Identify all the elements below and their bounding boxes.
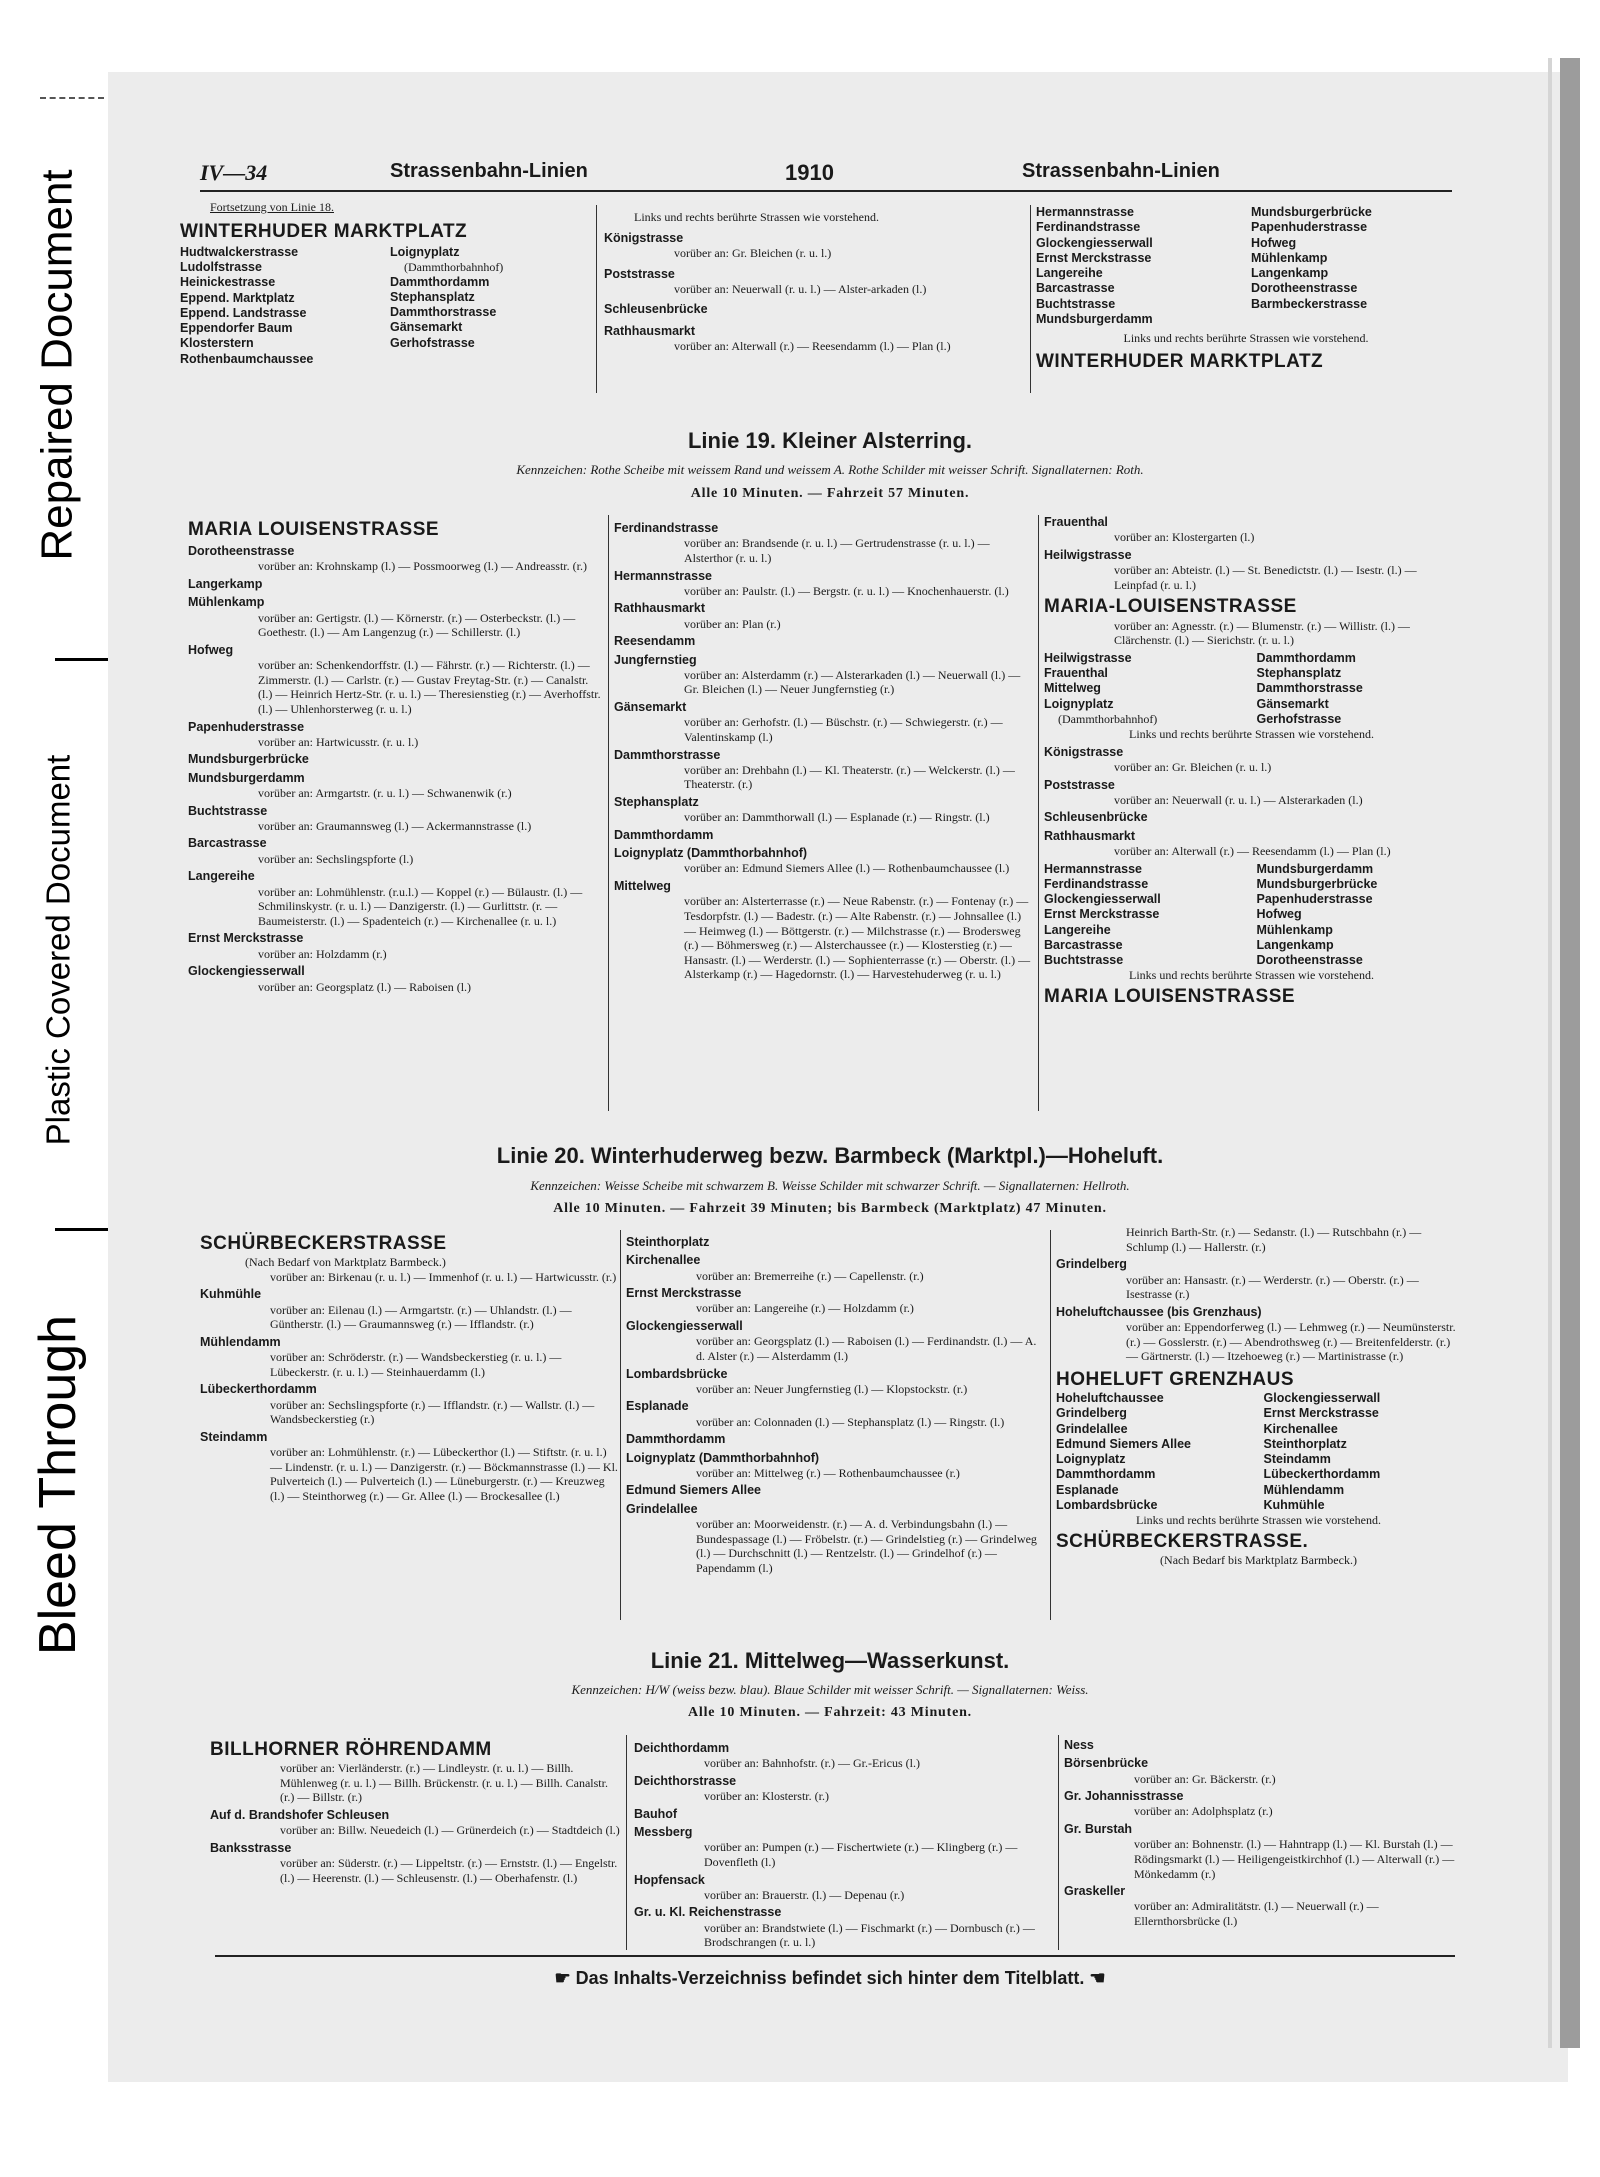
- label-plastic-covered-document: Plastic Covered Document: [39, 754, 77, 1146]
- line-21-kennzeichen: Kennzeichen: H/W (weiss bezw. blau). Blaue Schilder mit weisser Schrift. — Signallaternen: Weiss.: [571, 1682, 1089, 1697]
- stop-name: Esplanade: [626, 1399, 689, 1414]
- passing-streets: vorüber an: Gr. Bleichen (r. u. l.): [674, 245, 832, 260]
- column-rule: [1058, 1735, 1059, 1950]
- stop-name: Auf d. Brandshofer Schleusen: [210, 1808, 390, 1823]
- column-rule: [626, 1735, 627, 1950]
- line-20-col-2: [626, 1232, 1046, 1575]
- stop-name: Ferdinandstrasse: [1044, 876, 1149, 891]
- stop-list: [188, 544, 603, 994]
- stop-name: Glockengiesserwall: [1044, 892, 1161, 907]
- passing-streets: vorüber an: Lohmühlenstr. (r.) — Lübeckerthor (l.) — Stiftstr. (r. u. l.) — Lindenstr. (r. u. l.) — Danzigerstr. (r.) — Böckmannstrasse (l.) — Kl. Pulverteich (l.) — Pulverteich (l.) — Lüneburgerstr. (r.) — Kreuzweg (l.) — Steinthorweg (r.) — Gr. Allee (l.) — Brockesallee (l.): [270, 1445, 618, 1504]
- page-header: [200, 160, 1460, 194]
- stop-name: Gr. Johannisstrasse: [1064, 1789, 1184, 1804]
- stop-name: Poststrasse: [1044, 777, 1115, 792]
- passing-streets: vorüber an: Adolphsplatz (r.): [1134, 1804, 1273, 1819]
- line-21-col-2: [634, 1738, 1054, 1950]
- stop-name: Loignyplatz (Dammthorbahnhof): [626, 1450, 820, 1465]
- stop-name: Loignyplatz: [1044, 696, 1114, 711]
- passing-streets: vorüber an: Bohnenstr. (l.) — Hahntrapp (l.) — Kl. Burstah (l.) — Rödingsmarkt (l.) — Heiligengeistkirchhof (l.) — Alterwall (r.) — Mönkedamm (r.): [1134, 1837, 1455, 1881]
- stop-name: Ernst Merckstrasse: [1263, 1406, 1379, 1421]
- stop-name: Kirchenallee: [626, 1253, 701, 1268]
- stop-name: Gänsemarkt: [1256, 696, 1329, 711]
- stop-name: Lübeckerthordamm: [1263, 1467, 1381, 1482]
- passing-streets: vorüber an: Birkenau (r. u. l.) — Immenhof (r. u. l.) — Hartwicusstr. (r.): [270, 1269, 617, 1284]
- column-rule: [608, 515, 609, 1111]
- stop-name: Mundsburgerbrücke: [1256, 876, 1378, 891]
- stop-name: Banksstrasse: [210, 1840, 292, 1855]
- header-left-title: Strassenbahn-Linien: [390, 160, 588, 182]
- passing-streets: vorüber an: Graumannsweg (l.) — Ackermannstrasse (l.): [258, 818, 532, 833]
- label-repaired-document: Repaired Document: [33, 169, 83, 561]
- passing-streets: vorüber an: Hartwicusstr. (r. u. l.): [258, 734, 419, 749]
- column-rule: [1050, 1230, 1051, 1620]
- header-rule: [200, 190, 1452, 192]
- stop-name: Grindelallee: [1056, 1421, 1128, 1436]
- stop-name: Ludolfstrasse: [180, 260, 262, 275]
- stop-name: Grindelallee: [626, 1501, 698, 1516]
- stop-name: Langereihe: [1036, 266, 1103, 280]
- stop-name: Kuhmühle: [1263, 1497, 1325, 1512]
- stop-name: Mühlendamm: [200, 1334, 281, 1349]
- passing-streets: vorüber an: Brandstwiete (l.) — Fischmarkt (r.) — Dornbusch (r.) — Brodschrangen (r. u. l.): [704, 1920, 1035, 1950]
- passing-streets: vorüber an: Neuerwall (r. u. l.) — Alster-arkaden (l.): [674, 281, 927, 296]
- stop-name: Buchtstrasse: [1036, 296, 1116, 311]
- stop-name: Mittelweg: [614, 879, 671, 893]
- stop-name: Ernst Merckstrasse: [1044, 907, 1160, 922]
- stop-name: Ferdinandstrasse: [614, 521, 719, 535]
- stop-name: Steinthorplatz: [1263, 1436, 1347, 1451]
- passing-streets: vorüber an: Gr. Bleichen (r. u. l.): [1114, 759, 1272, 774]
- stop-list: [634, 1741, 1054, 1950]
- stop-name: Hermannstrasse: [614, 568, 712, 583]
- stop-name: Heinickestrasse: [180, 275, 276, 290]
- stop-name: Edmund Siemers Allee: [626, 1483, 761, 1498]
- stop-name: Ernst Merckstrasse: [188, 931, 304, 946]
- stop: Schleusenbrücke: [604, 302, 708, 317]
- passing-streets: vorüber an: Pumpen (r.) — Fischertwiete (r.) — Klingberg (r.) — Dovenfleth (l.): [704, 1840, 1018, 1869]
- stop-list: [1257, 862, 1460, 969]
- note: Links und rechts berührte Strassen wie vorstehend.: [634, 210, 879, 224]
- stop-name: Mittelweg: [1044, 681, 1101, 696]
- stop-list: [210, 1808, 620, 1885]
- passing-streets: vorüber an: Schenkendorffstr. (l.) — Fährstr. (r.) — Richterstr. (l.) — Zimmerstr. (l.) — Carlstr. (r.) — Gustav Freytag-Str. (r.) — Canalstr. (l.) — Heinrich Hertz-Str. (r. u. l.) — Theresienstieg (r.) — Averhoffstr. (l.) — Uhlenhorsterweg (r. u. l.): [258, 658, 601, 716]
- stop-name: Heilwigstrasse: [1044, 650, 1132, 665]
- stop-name: Ness: [1064, 1738, 1094, 1752]
- stop-name: Glockengiesserwall: [1036, 235, 1153, 250]
- stop-name: Schleusenbrücke: [1044, 810, 1148, 825]
- stop-name: Langerkamp: [188, 577, 263, 592]
- stop-name: Hoheluftchaussee (bis Grenzhaus): [1056, 1304, 1262, 1319]
- stop-name: Mundsburgerdamm: [1036, 311, 1153, 326]
- footer-text: Das Inhalts-Verzeichniss befindet sich hinter dem Titelblatt.: [575, 1968, 1085, 1988]
- line-19-title: Linie 19. Kleiner Alsterring.: [687, 428, 973, 453]
- stop-heading: WINTERHUDER MARKTPLATZ: [1036, 350, 1324, 372]
- stop-name: Gerhofstrasse: [1256, 711, 1342, 726]
- passing-streets: vorüber an: Klosterstr. (r.): [704, 1789, 829, 1804]
- stop-name: Mühlenkamp: [188, 595, 265, 610]
- stop-name: Eppendorfer Baum: [180, 321, 293, 336]
- note: (Nach Bedarf von Marktplatz Barmbeck.): [245, 1255, 446, 1270]
- line-20-frequency: Alle 10 Minuten. — Fahrzeit 39 Minuten; bis Barmbeck (Marktplatz) 47 Minuten.: [553, 1201, 1107, 1216]
- passing-streets: vorüber an: Neuer Jungfernstieg (l.) — Klopstockstr. (r.): [696, 1381, 968, 1396]
- stop-name: Loignyplatz (Dammthorbahnhof): [614, 846, 808, 861]
- line-19-col-1: [188, 518, 603, 994]
- stop-name: Hofweg: [188, 642, 234, 657]
- passing-streets: vorüber an: Colonnaden (l.) — Stephansplatz (l.) — Ringstr. (l.): [696, 1414, 1005, 1429]
- stop-name: Dammthordamm: [390, 274, 490, 289]
- stop-name: Grindelberg: [1056, 1406, 1127, 1421]
- stop-name: Hofweg: [1256, 907, 1302, 922]
- line-21-col-1: [210, 1738, 620, 1885]
- stop-name: Ernst Merckstrasse: [1036, 250, 1152, 265]
- stop-name: Jungfernstieg: [614, 652, 697, 667]
- passing-streets: vorüber an: Admiralitätstr. (l.) — Neuerwall (r.) — Ellernthorsbrücke (l.): [1134, 1899, 1379, 1928]
- passing-streets: vorüber an: Gertigstr. (l.) — Körnerstr. (r.) — Osterbeckstr. (l.) — Goethestr. (l.) — Am Langenzug (r.) — Schillerstr. (l.): [258, 610, 576, 640]
- passing-streets: vorüber an: Brandsende (r. u. l.) — Gertrudenstrasse (r. u. l.) — Alsterthor (r. u. l.): [684, 536, 990, 565]
- passing-streets: vorüber an: Eilenau (l.) — Armgartstr. (r.) — Uhlandstr. (l.) — Güntherstr. (l.) — Graumannsweg (r.) — Ifflandstr. (r.): [270, 1302, 572, 1332]
- stop-list: [614, 521, 1034, 982]
- line-21-title: Linie 21. Mittelweg—Wasserkunst.: [650, 1648, 1010, 1673]
- stop-name: Gr. u. Kl. Reichenstrasse: [634, 1905, 782, 1920]
- passing-streets: vorüber an: Georgsplatz (l.) — Raboisen (l.) — Ferdinandstr. (l.) — A. d. Alster (r.) — Alsterdamm (l.): [696, 1334, 1037, 1363]
- stop-name: Kirchenallee: [1263, 1421, 1338, 1436]
- passing-streets: vorüber an: Sechslingspforte (r.) — Ifflandstr. (r.) — Wallstr. (l.) — Wandsbeckerstieg (r.): [270, 1397, 595, 1427]
- passing-streets: vorüber an: Alterwall (r.) — Reesendamm (l.) — Plan (l.): [674, 338, 951, 353]
- stop-name: Steinthorplatz: [626, 1235, 710, 1249]
- stop: Königstrasse: [604, 230, 684, 245]
- stop-name: Mundsburgerdamm: [1256, 861, 1374, 876]
- passing-streets: vorüber an: Langereihe (r.) — Holzdamm (r.): [696, 1301, 914, 1316]
- stop-name: Rathhausmarkt: [1044, 828, 1135, 843]
- line-19-col-3: [1044, 512, 1459, 1008]
- stop-name: Deichthorstrasse: [634, 1773, 737, 1788]
- passing-streets: vorüber an: Bremerreihe (r.) — Capellenstr. (r.): [696, 1268, 924, 1283]
- line-20-col-1: [200, 1232, 618, 1504]
- stop-list: [1056, 1391, 1254, 1513]
- stop-name: Heilwigstrasse: [1044, 547, 1132, 562]
- stop-name: Langereihe: [1044, 922, 1111, 937]
- passing-streets: vorüber an: Bahnhofstr. (r.) — Gr.-Ericus (l.): [704, 1756, 920, 1771]
- stop-list: [1044, 515, 1459, 592]
- passing-streets: vorüber an: Klostergarten (l.): [1114, 530, 1255, 545]
- stop-name: Frauenthal: [1044, 515, 1108, 529]
- passing-streets: vorüber an: Dammthorwall (l.) — Esplanade (r.) — Ringstr. (l.): [684, 810, 990, 825]
- stop-name: Barcastrasse: [188, 836, 267, 851]
- stop-list: [1044, 745, 1459, 859]
- passing-streets: vorüber an: Brauerstr. (l.) — Depenau (r.): [704, 1887, 905, 1902]
- stop-name: Dorotheenstrasse: [1256, 953, 1363, 968]
- stop-name: Dorotheenstrasse: [1251, 281, 1358, 296]
- stop-name: Dammthordamm: [1256, 650, 1356, 665]
- stop-name: Dammthorstrasse: [1256, 681, 1363, 696]
- stop: Rathhausmarkt: [604, 323, 695, 338]
- stop-name: Reesendamm: [614, 634, 696, 649]
- stop-name: Hopfensack: [634, 1872, 705, 1887]
- stop-heading: SCHÜRBECKERSTRASSE: [200, 1233, 447, 1254]
- stop-name: Dammthordamm: [626, 1432, 726, 1447]
- line-20-kennzeichen: Kennzeichen: Weisse Scheibe mit schwarzem B. Weisse Schilder mit schwarzer Schrift. — Signallaternen: Hellroth.: [530, 1178, 1130, 1193]
- stop-name: Buchtstrasse: [188, 803, 268, 818]
- stop-name: Königstrasse: [1044, 744, 1124, 759]
- stop-name: Mundsburgerdamm: [188, 770, 305, 785]
- stop-name: Hofweg: [1251, 235, 1297, 250]
- passing-streets: vorüber an: Gerhofstr. (l.) — Büschstr. (r.) — Schwiegerstr. (r.) — Valentinskamp (l.): [684, 715, 1003, 744]
- stop-list: [626, 1235, 1046, 1575]
- line-20-col-3: [1056, 1225, 1461, 1567]
- top-col-1: [180, 200, 590, 367]
- stop-name: Messberg: [634, 1825, 693, 1839]
- stop-name: Gänsemarkt: [614, 700, 687, 714]
- stop-name: Mundsburgerbrücke: [1251, 205, 1372, 219]
- passing-streets: vorüber an: Holzdamm (r.): [258, 946, 387, 961]
- stop-list: [1251, 205, 1456, 327]
- stop-name: Mundsburgerbrücke: [188, 752, 309, 767]
- stop-name: Lombardsbrücke: [1056, 1497, 1158, 1512]
- stop-heading: MARIA LOUISENSTRASSE: [188, 519, 440, 540]
- stop-name: Dammthordamm: [1056, 1467, 1156, 1482]
- passing-streets: vorüber an: Alsterdamm (r.) — Alsterarkaden (l.) — Neuerwall (l.) — Gr. Bleichen (l.) — Neuer Jungfernstieg (r.): [684, 667, 1021, 697]
- stop-list: [1056, 1225, 1461, 1364]
- stop-name: Bauhof: [634, 1806, 678, 1821]
- passing-streets: vorüber an: Sechslingspforte (l.): [258, 851, 414, 866]
- pointing-hand-icon: ☚: [1084, 1968, 1106, 1988]
- passing-streets: vorüber an: Krohnskamp (l.) — Possmoorweg (l.) — Andreasstr. (r.): [258, 559, 587, 574]
- stop-name: Edmund Siemers Allee: [1056, 1436, 1191, 1451]
- stop-name: Hudtwalckerstrasse: [180, 244, 299, 259]
- stop-name: Glockengiesserwall: [1263, 1391, 1381, 1406]
- header-right-title: Strassenbahn-Linien: [1022, 160, 1220, 182]
- stop-name: Gänsemarkt: [390, 320, 463, 335]
- top-col-3: [1036, 205, 1456, 373]
- passing-streets: Heinrich Barth-Str. (r.) — Sedanstr. (l.) — Rutschbahn (r.) — Schlump (l.) — Hallerstr. (r.): [1126, 1225, 1422, 1254]
- stop-name: Rathhausmarkt: [614, 601, 705, 616]
- stop-name: Stephansplatz: [1256, 666, 1342, 681]
- stop-name: Mühlendamm: [1263, 1482, 1345, 1497]
- passing-streets: vorüber an: Drehbahn (l.) — Kl. Theaterstr. (r.) — Welckerstr. (l.) — Theaterstr. (r.): [684, 762, 1015, 792]
- stop-name: Klosterstern: [180, 336, 254, 351]
- continuation-note: Fortsetzung von Linie 18.: [210, 200, 334, 214]
- stop-name: Dammthorstrasse: [390, 305, 497, 320]
- stop-name: Ernst Merckstrasse: [626, 1286, 742, 1301]
- header-year: 1910: [785, 160, 834, 185]
- stop-list: [1264, 1391, 1462, 1513]
- stop-heading: SCHÜRBECKERSTRASSE.: [1056, 1530, 1309, 1552]
- passing-streets: vorüber an: Plan (r.): [684, 616, 781, 631]
- stop-name: Kuhmühle: [200, 1287, 262, 1302]
- column-rule: [1030, 205, 1031, 393]
- stop-list: [1044, 651, 1247, 727]
- line-19-kennzeichen: Kennzeichen: Rothe Scheibe mit weissem Rand und weissem A. Rothe Schilder mit weisser Schrift. Signallaternen: Roth.: [516, 462, 1144, 477]
- stop-name: Papenhuderstrasse: [1251, 220, 1368, 235]
- line-20-title: Linie 20. Winterhuderweg bezw. Barmbeck (Marktpl.)—Hoheluft.: [496, 1143, 1164, 1168]
- stop-name: Gerhofstrasse: [390, 335, 475, 350]
- stop-list: [180, 245, 380, 367]
- stop-name: Gr. Burstah: [1064, 1822, 1133, 1836]
- page-edge-shadow: [1560, 58, 1580, 2048]
- stop-name: Papenhuderstrasse: [1256, 892, 1373, 907]
- stop-name: Ferdinandstrasse: [1036, 220, 1141, 235]
- stop-list: [200, 1287, 618, 1503]
- stop-name: Loignyplatz: [390, 244, 460, 259]
- stop-name: Stephansplatz: [614, 795, 699, 809]
- passing-streets: vorüber an: Süderstr. (r.) — Lippeltstr. (r.) — Ernststr. (l.) — Engelstr. (l.) — Heerenstr. (l.) — Schleusenstr. (l.) — Oberhafenstr. (l.): [280, 1856, 618, 1885]
- stop-list: [1044, 862, 1247, 969]
- stop-name: Glockengiesserwall: [188, 964, 305, 979]
- passing-streets: vorüber an: Agnesstr. (r.) — Blumenstr. (r.) — Willistr. (l.) — Clärchenstr. (l.) — Sierichstr. (r. u. l.): [1114, 618, 1410, 648]
- stop-name: Hermannstrasse: [1036, 205, 1134, 219]
- passing-streets: vorüber an: Armgartstr. (r. u. l.) — Schwanenwik (r.): [258, 785, 512, 800]
- passing-streets: vorüber an: Schröderstr. (r.) — Wandsbeckerstieg (r. u. l.) — Lübeckerstr. (r. u. l.) — Steinhauerdamm (l.): [270, 1350, 562, 1379]
- stop-list: [390, 245, 590, 367]
- passing-streets: vorüber an: Vierländerstr. (r.) — Lindleystr. (r. u. l.) — Billh. Mühlenweg (r. u. l.) — Billh. Brückenstr. (r. u. l.) — Billh. Canalstr. (r.) — Billstr. (r.): [280, 1761, 608, 1805]
- line-19-col-2: [614, 518, 1034, 982]
- stop-name: Glockengiesserwall: [626, 1319, 743, 1333]
- line-21-col-3: [1064, 1735, 1464, 1929]
- column-rule: [596, 205, 597, 393]
- stop-name: Langenkamp: [1256, 937, 1334, 952]
- stop-name: Barcastrasse: [1036, 281, 1115, 296]
- label-separator: [55, 658, 111, 661]
- column-rule: [1038, 515, 1039, 1111]
- note: Links und rechts berührte Strassen wie vorstehend.: [1136, 1513, 1381, 1528]
- page-number: IV—34: [200, 160, 268, 185]
- stop-name: Esplanade: [1056, 1482, 1119, 1497]
- stop-name: Deichthordamm: [634, 1741, 730, 1755]
- passing-streets: vorüber an: Neuerwall (r. u. l.) — Alsterarkaden (l.): [1114, 792, 1363, 807]
- stop-name: Stephansplatz: [390, 289, 475, 304]
- stop-list: [1064, 1738, 1464, 1929]
- stop-name: Hoheluftchaussee: [1056, 1391, 1164, 1406]
- passing-streets: vorüber an: Hansastr. (r.) — Werderstr. (r.) — Oberstr. (r.) — Isestrasse (r.): [1126, 1272, 1419, 1302]
- stop-list: [1036, 205, 1241, 327]
- stop-heading: MARIA-LOUISENSTRASSE: [1044, 596, 1297, 618]
- stop-name: Loignyplatz: [1056, 1452, 1126, 1467]
- passing-streets: vorüber an: Lohmühlenstr. (r.u.l.) — Koppel (r.) — Bülaustr. (l.) — Schmilinskystr. (r. u. l.) — Danzigerstr. (l.) — Gurlittstr. (r. — Baumeisterstr. (l.) — Spadenteich (r.) — Kirchenallee (r. u. l.): [258, 884, 583, 928]
- stop: Poststrasse: [604, 266, 675, 281]
- stop-name: Dammthordamm: [614, 827, 714, 842]
- stop-name: Barmbeckerstrasse: [1251, 296, 1368, 311]
- passing-streets: vorüber an: Gr. Bäckerstr. (r.): [1134, 1771, 1276, 1786]
- stop-heading: WINTERHUDER MARKTPLATZ: [180, 220, 468, 242]
- column-rule: [620, 1230, 621, 1620]
- passing-streets: vorüber an: Paulstr. (l.) — Bergstr. (r. u. l.) — Knochenhauerstr. (l.): [684, 583, 1009, 598]
- stop-name: Lübeckerthordamm: [200, 1382, 317, 1397]
- stop-name: Graskeller: [1064, 1884, 1126, 1899]
- stop-name: (Dammthorbahnhof): [404, 260, 504, 275]
- footer-note: [200, 1968, 1460, 1989]
- stop-name: Eppend. Landstrasse: [180, 305, 307, 320]
- note: Links und rechts berührte Strassen wie vorstehend.: [1123, 331, 1369, 345]
- stop-name: Langereihe: [188, 869, 255, 884]
- stop-heading: MARIA LOUISENSTRASSE: [1044, 985, 1296, 1007]
- stop-name: Rothenbaumchaussee: [180, 351, 314, 366]
- stop-name: Barcastrasse: [1044, 937, 1123, 952]
- passing-streets: vorüber an: Alsterterrasse (r.) — Neue Rabenstr. (r.) — Fontenay (r.) — Tesdorpfstr. (l.) — Badestr. (r.) — Alte Rabenstr. (r.) — Johnsallee (l.) — Heimweg (l.) — Böttgerstr. (r.) — Milchstrasse (r.) — Brodersweg (r.) — Böhmersweg (r.) — Alsterchaussee (r.) — Klosterstieg (r.) — Hansastr. (l.) — Werderstr. (l.) — Sophienterrasse (r.) — Oberstr. (l.) — Alsterkamp (r.) — Hagedornstr. (l.) — Harvestehuderweg (r. u. l.): [684, 894, 1031, 982]
- top-col-2: [604, 210, 1024, 354]
- stop-name: (Dammthorbahnhof): [1058, 711, 1158, 726]
- passing-streets: vorüber an: Edmund Siemers Allee (l.) — Rothenbaumchaussee (l.): [684, 861, 1010, 876]
- label-bleed-through: Bleed Through: [29, 1314, 87, 1656]
- passing-streets: vorüber an: Eppendorferweg (l.) — Lehmweg (r.) — Neumünsterstr. (r.) — Gosslerstr. (r.) — Abendrothsweg (r.) — Breitenfelderstr. (r.) — Gärtnerstr. (l.) — Itzehoeweg (r.) — Martinistrasse (r.): [1126, 1320, 1456, 1364]
- line-19-frequency: Alle 10 Minuten. — Fahrzeit 57 Minuten.: [690, 486, 970, 501]
- passing-streets: vorüber an: Georgsplatz (l.) — Raboisen (l.): [258, 979, 472, 994]
- passing-streets: vorüber an: Billw. Neuedeich (l.) — Grünerdeich (r.) — Stadtdeich (l.): [280, 1823, 620, 1838]
- stop-name: Papenhuderstrasse: [188, 719, 305, 734]
- note: Links und rechts berührte Strassen wie vorstehend.: [1129, 727, 1374, 742]
- stop-list: [1257, 651, 1460, 727]
- stop-name: Steindamm: [200, 1429, 268, 1444]
- pointing-hand-icon: ☛: [554, 1968, 576, 1988]
- stop-name: Lombardsbrücke: [626, 1366, 728, 1381]
- stop-name: Steindamm: [1263, 1452, 1331, 1467]
- stop-name: Buchtstrasse: [1044, 953, 1124, 968]
- label-separator: [55, 1228, 111, 1231]
- stop-name: Mühlenkamp: [1251, 250, 1328, 265]
- stop-name: Eppend. Marktplatz: [180, 290, 295, 305]
- passing-streets: vorüber an: Moorweidenstr. (r.) — A. d. Verbindungsbahn (l.) — Bundespassage (l.) — Fröbelstr. (r.) — Grindelstieg (r.) — Grindelweg (l.) — Durchschnitt (l.) — Rentzelstr. (l.) — Grindelhof (r.) — Papendamm (l.): [696, 1516, 1037, 1575]
- stop-name: Grindelberg: [1056, 1257, 1127, 1272]
- passing-streets: vorüber an: Mittelweg (r.) — Rothenbaumchaussee (r.): [696, 1465, 960, 1480]
- stop-name: Dorotheenstrasse: [188, 544, 295, 559]
- stop-name: Dammthorstrasse: [614, 747, 721, 762]
- page-edge: [1548, 58, 1552, 2048]
- stop-name: Börsenbrücke: [1064, 1756, 1149, 1771]
- stop-name: Frauenthal: [1044, 666, 1108, 681]
- note: (Nach Bedarf bis Marktplatz Barmbeck.): [1160, 1552, 1357, 1567]
- line-21-frequency: Alle 10 Minuten. — Fahrzeit: 43 Minuten.: [688, 1705, 972, 1720]
- passing-streets: vorüber an: Alterwall (r.) — Reesendamm (l.) — Plan (l.): [1114, 843, 1391, 858]
- footer-rule: [215, 1955, 1455, 1957]
- stop-name: Mühlenkamp: [1256, 922, 1333, 937]
- passing-streets: vorüber an: Abteistr. (l.) — St. Benedictstr. (l.) — Isestr. (l.) — Leinpfad (r. u. l.): [1114, 563, 1417, 592]
- stop-heading: BILLHORNER RÖHRENDAMM: [210, 1739, 492, 1760]
- note: Links und rechts berührte Strassen wie vorstehend.: [1129, 968, 1374, 983]
- stop-name: Langenkamp: [1251, 266, 1329, 280]
- stop-heading: HOHELUFT GRENZHAUS: [1056, 1368, 1295, 1390]
- stop-name: Hermannstrasse: [1044, 861, 1142, 876]
